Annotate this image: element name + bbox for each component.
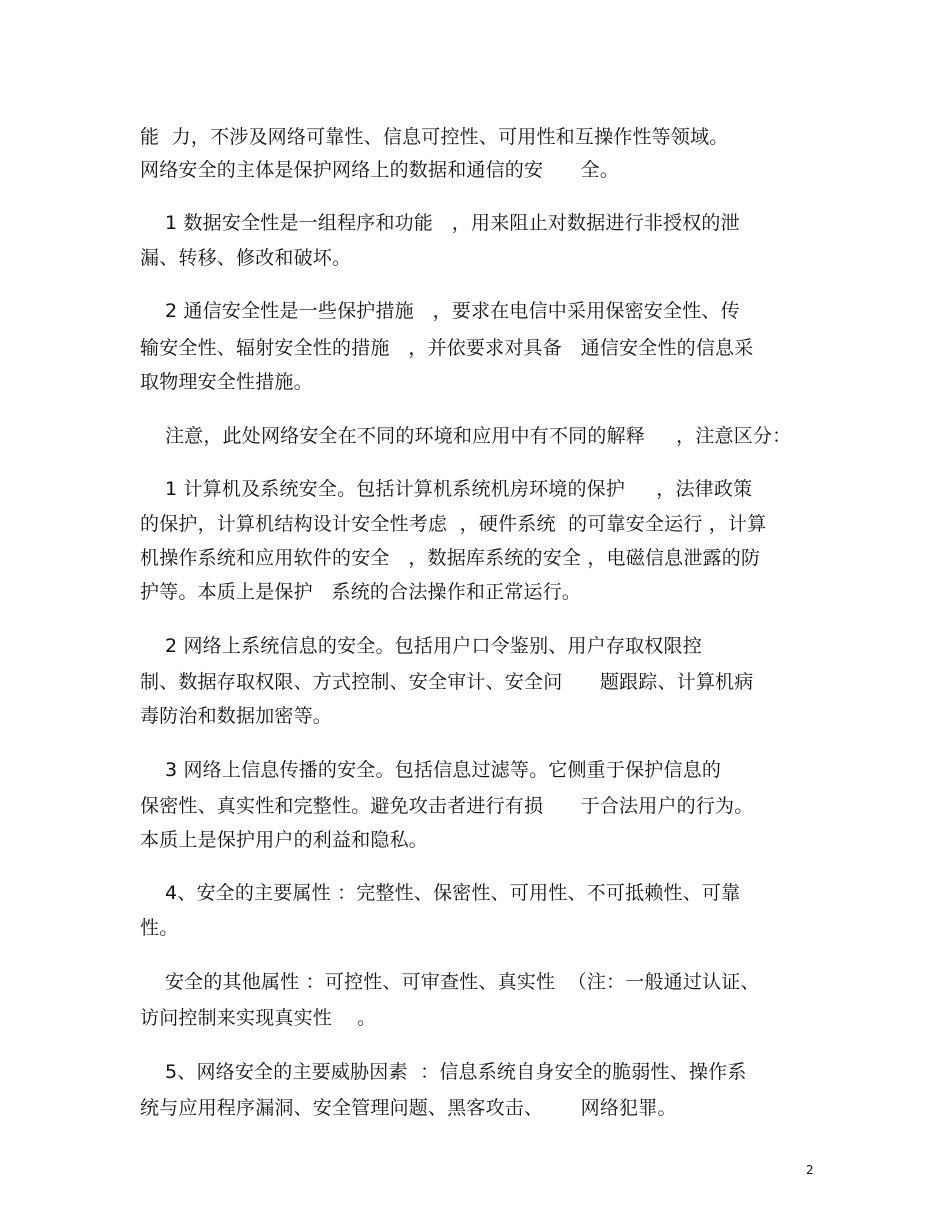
text-line: 的保护，计算机结构设计安全性考虑 ，硬件系统 的可靠安全运行 ，计算 <box>140 513 767 535</box>
text-line: 访问控制来实现真实性 。 <box>140 1007 377 1029</box>
page-number: 2 <box>806 1163 814 1177</box>
text-line: 保密性、真实性和完整性。避免攻击者进行有损 于合法用户的行为。 <box>140 795 754 817</box>
text-line: 输安全性、辐射安全性的措施 ，并依要求对具备 通信安全性的信息采 <box>140 337 754 359</box>
text-line: 取物理安全性措施。 <box>140 371 313 393</box>
text-line: 5、网络安全的主要威胁因素 ：信息系统自身安全的脆弱性、操作系 <box>140 1061 747 1083</box>
text-line: 机操作系统和应用软件的安全 ，数据库系统的安全 ，电磁信息泄露的防 <box>140 547 761 569</box>
text-line: 漏、转移、修改和破坏。 <box>140 247 352 269</box>
text-line: 网络安全的主体是保护网络上的数据和通信的安 全。 <box>140 159 620 181</box>
text-line: 2 通信安全性是一些保护措施 ，要求在电信中采用保密安全性、传 <box>140 300 740 322</box>
text-line: 性。 <box>140 917 179 939</box>
text-line: 注意，此处网络安全在不同的环境和应用中有不同的解释 ，注意区分： <box>140 425 792 447</box>
text-line: 本质上是保护用户的利益和隐私。 <box>140 829 429 851</box>
text-line: 毒防治和数据加密等。 <box>140 705 333 727</box>
text-line: 1 计算机及系统安全。包括计算机系统机房环境的保护 ，法律政策 <box>140 478 753 500</box>
text-line: 3 网络上信息传播的安全。包括信息过滤等。它侧重于保护信息的 <box>140 759 722 781</box>
text-line: 安全的其他属性 ：可控性、可审查性、真实性 （注：一般通过认证、 <box>140 971 760 993</box>
text-line: 护等。本质上是保护 系统的合法操作和正常运行。 <box>140 581 582 603</box>
text-line: 4、安全的主要属性 ：完整性、保密性、可用性、不可抵赖性、可靠 <box>140 882 741 904</box>
text-line: 统与应用程序漏洞、安全管理问题、黑客攻击、 网络犯罪。 <box>140 1097 677 1119</box>
text-line: 2 网络上系统信息的安全。包括用户口令鉴别、用户存取权限控 <box>140 635 702 657</box>
text-line: 能 力，不涉及网络可靠性、信息可控性、可用性和互操作性等领域。 <box>140 126 729 148</box>
text-line: 1 数据安全性是一组程序和功能 ，用来阻止对数据进行非授权的泄 <box>140 212 740 234</box>
text-line: 制、数据存取权限、方式控制、安全审计、安全问 题跟踪、计算机病 <box>140 671 754 693</box>
